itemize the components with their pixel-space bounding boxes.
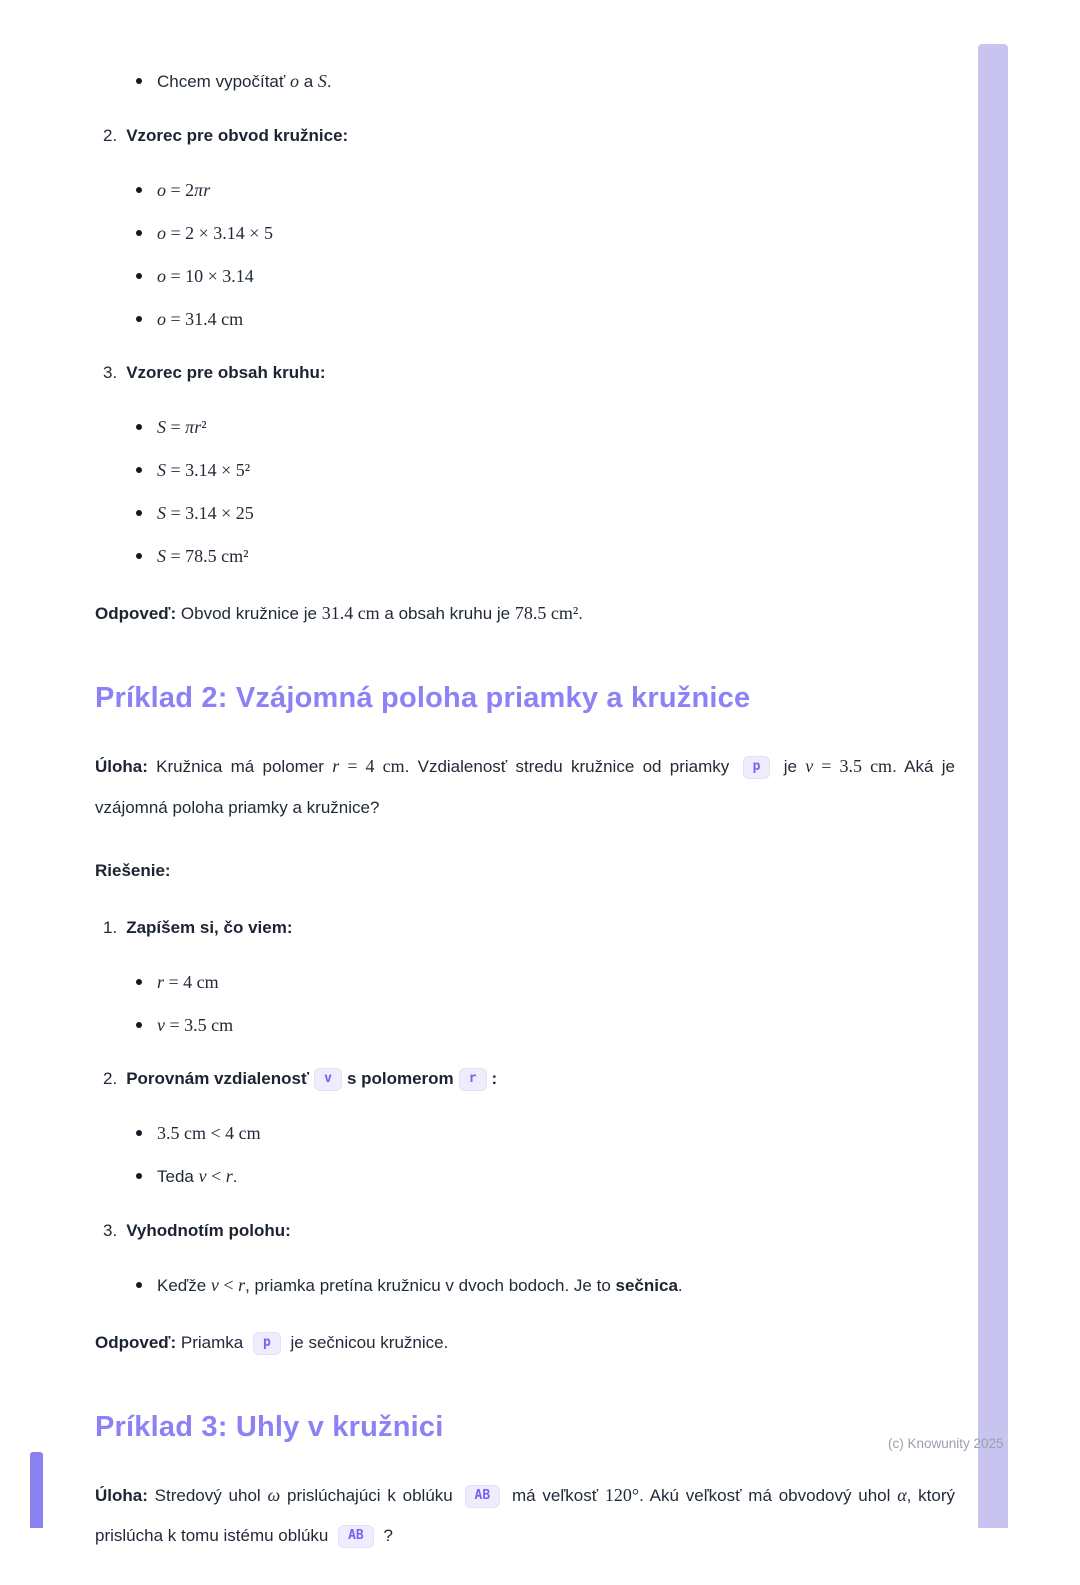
math-run: v < r [210,1274,246,1295]
step3-list [95,1272,955,1299]
math-run: 78.5 cm² [514,603,579,623]
formula-item: S = 3.14 × 5² [157,457,955,483]
list-item [157,68,955,95]
math-run: o [289,71,299,91]
math-run: ω [267,1484,281,1505]
intro-bullet-list [95,68,955,95]
section-heading-priklad-3: Príklad 3: Uhly v kružnici [95,1410,444,1443]
emphasis-run: sečnica [615,1275,678,1295]
answer-paragraph-2 [95,1329,955,1357]
step-label: : [491,1068,498,1088]
text-run: Chcem vypočítať [157,72,290,91]
text-run: Keďže [157,1275,211,1295]
task-paragraph-2 [95,746,955,826]
numbered-step-1 [95,915,955,941]
text-run: má veľkosť [505,1485,605,1505]
answer-paragraph-1 [95,599,955,628]
text-run: . Vzdialenosť stredu kružnice od priamky [404,757,738,777]
text-run: Obvod kružnice je [176,604,322,623]
step-label: Vyhodnotím polohu: [126,1220,291,1240]
text-run: Stredový uhol [147,1485,268,1505]
text-run: je sečnicou kružnice. [285,1332,449,1352]
math-run: r = 4 cm [332,756,405,777]
numbered-heading-obvod [95,123,955,149]
step-number: 2. [103,1068,118,1088]
formula-item: S = 3.14 × 25 [157,500,955,526]
step-label: s polomerom [346,1068,454,1088]
task-paragraph-3 [95,1475,955,1555]
numbered-step-2 [95,1066,955,1092]
answer-label: Odpoveď: [95,1332,177,1352]
list-item [157,1272,955,1299]
task-label: Úloha: [95,1485,148,1505]
formula-item: o = 31.4 cm [157,306,955,332]
solution-label-text: Riešenie: [95,860,171,880]
section-heading-priklad-2: Príklad 2: Vzájomná poloha priamky a kružnice [95,682,751,714]
text-run: . [232,1166,238,1186]
text-run: a obsah kruhu je [379,604,515,623]
step-label: Vzorec pre obsah kruhu: [126,363,326,382]
math-run: 31.4 cm [321,603,380,623]
step2-list [95,1120,955,1190]
text-run: . [677,1275,683,1295]
text-run: Priamka [176,1332,248,1352]
text-run: , priamka pretína kružnicu v dvoch bodoch. Je to [245,1275,616,1295]
obvod-formula-list [95,177,955,332]
step-label: Porovnám vzdialenosť [126,1068,310,1088]
text-run: . [578,604,583,623]
inline-code-chip-r: r [459,1068,487,1091]
inline-code-chip-ab: AB [338,1525,374,1548]
text-run: . Aká je vzájomná poloha priamky a kružnice? [95,757,955,817]
formula-item: o = 2 × 3.14 × 5 [157,220,955,246]
text-run: . [326,72,332,91]
answer-label: Odpoveď: [95,604,177,623]
list-item [157,1163,955,1190]
text-run: Kružnica má polomer [147,757,333,777]
numbered-heading-obsah [95,360,955,386]
step-label: Vzorec pre obvod kružnice: [126,126,349,145]
text-run: a [298,72,318,91]
formula-item: r = 4 cm [157,969,955,995]
inline-code-chip-p: p [743,756,771,779]
text-run: je [775,757,806,777]
math-run: 120° [604,1484,640,1505]
formula-item: v = 3.5 cm [157,1012,955,1038]
text-run: , ktorý prislúcha k tomu istému oblúku [95,1485,956,1546]
formula-item: o = 2πr [157,177,955,203]
math-run: v < r [198,1165,233,1186]
step-number: 2. [103,126,118,145]
inline-code-chip-v: v [314,1068,342,1091]
text-run: Teda [157,1166,199,1186]
text-run: . Akú veľkosť má obvodový uhol [639,1485,898,1505]
inline-code-chip-p: p [253,1332,281,1355]
math-run: v = 3.5 cm [805,756,893,777]
step1-list [95,969,955,1038]
formula-item: 3.5 cm < 4 cm [157,1120,955,1146]
formula-item: o = 10 × 3.14 [157,263,955,289]
solution-label [95,857,955,885]
bottom-left-decorative-strip [30,1452,43,1528]
math-run: S [317,71,327,91]
right-decorative-strip [978,44,1008,1528]
obsah-formula-list [95,414,955,569]
math-run: α [897,1484,907,1505]
text-run: ? [378,1526,393,1546]
step-label: Zapíšem si, čo viem: [126,917,293,937]
document-content [95,46,955,1585]
inline-code-chip-ab: AB [465,1485,501,1508]
text-run: prislúchajúci k oblúku [280,1485,460,1505]
task-label: Úloha: [95,757,148,777]
step-number: 3. [103,1220,118,1240]
step-number: 3. [103,363,118,382]
step-number: 1. [103,917,118,937]
formula-item: S = πr² [157,414,955,440]
formula-item: S = 78.5 cm² [157,543,955,569]
copyright-watermark: (c) Knowunity 2025 [888,1436,1004,1451]
numbered-step-3 [95,1218,955,1244]
